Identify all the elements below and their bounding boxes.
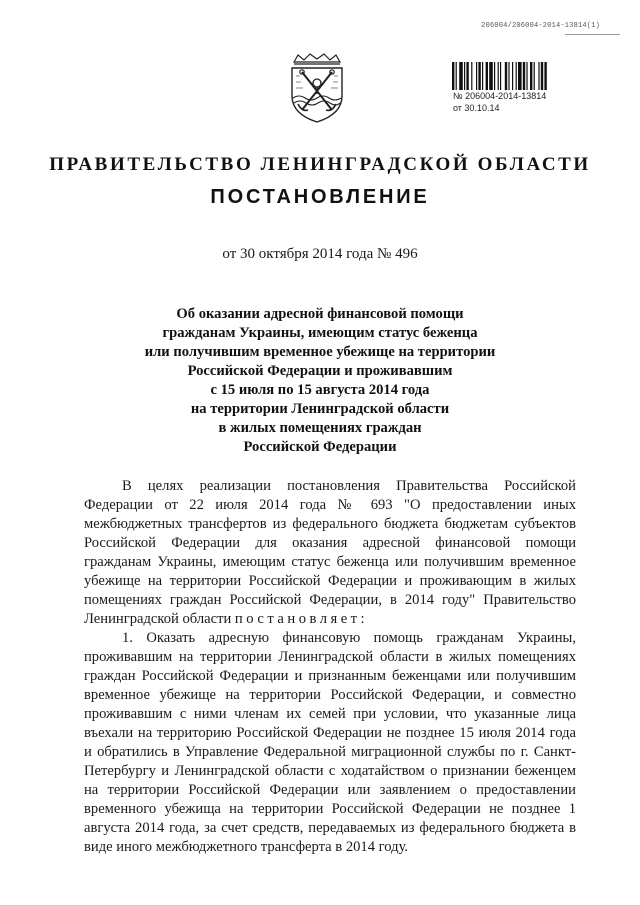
barcode-bar <box>456 62 457 90</box>
barcode-bar <box>494 62 495 90</box>
barcode-bar <box>489 62 493 90</box>
subject-line: Российской Федерации <box>243 439 397 455</box>
registration-date: от 30.10.14 <box>453 103 500 113</box>
resolves-word: постановляет: <box>234 611 369 627</box>
barcode-icon <box>452 62 582 90</box>
top-stamp-code: 206004/206004-2014-13814(1) <box>481 22 600 30</box>
barcode-bar <box>464 62 465 90</box>
item-1-paragraph: 1. Оказать адресную финансовую помощь гражданам Украины, проживавшим на территории Ленинградской области в жилых помещениях граждан Российской Федерации и признанным беженцами или получившим временное убежище на территории Российской Федерации, и совместно проживавшим с ними членам их семей при условии, что указанные лица въехали на территорию Российской Федерации не позднее 15 июля 2014 года и обратились в Управление Федеральной миграционной службы по г. Санкт-Петербургу и Ленинградской области с ходатайством о признании беженцем на территории Российской Федерации или заявлением о предоставлении временного убежища на территории Российской Федерации не позднее 1 августа 2014 года, за счет средств, передаваемых из федерального бюджета в виде иного межбюджетного трансферта в 2014 году. <box>84 630 576 855</box>
government-title: ПРАВИТЕЛЬСТВО ЛЕНИНГРАДСКОЙ ОБЛАСТИ <box>49 154 591 175</box>
registration-block <box>452 62 582 114</box>
barcode-bar <box>505 62 507 90</box>
barcode-bar <box>498 62 499 90</box>
subject-line: или получившим временное убежище на территории <box>144 344 496 360</box>
barcode-bar <box>459 62 463 90</box>
subject-line: на территории Ленинградской области <box>190 401 450 417</box>
barcode-bar <box>478 62 480 90</box>
registration-number: № 206004-2014-13814 <box>453 91 547 101</box>
barcode-bar <box>526 62 527 90</box>
subject-line: гражданам Украины, имеющим статус беженца <box>162 325 478 341</box>
decree-date-number: от 30 октября 2014 года № 496 <box>222 246 418 262</box>
subject-line: Российской Федерации и проживавшим <box>187 363 453 379</box>
barcode-bar <box>512 62 513 90</box>
document-type: ПОСТАНОВЛЕНИЕ <box>210 186 430 208</box>
barcode-bar <box>544 62 546 90</box>
decree-subject <box>0 305 640 457</box>
barcode-bar <box>534 62 535 90</box>
subject-line: с 15 июля по 15 августа 2014 года <box>210 382 430 398</box>
barcode-bar <box>516 62 517 90</box>
barcode-bar <box>530 62 532 90</box>
barcode-bar <box>486 62 488 90</box>
preamble-paragraph <box>84 477 576 629</box>
barcode-bar <box>508 62 509 90</box>
subject-line: Об оказании адресной финансовой помощи <box>176 306 464 322</box>
barcode-bar <box>523 62 525 90</box>
preamble-text: В целях реализации постановления Правительства Российской Федерации от 22 июля 2014 года № 693 "О предоставлении иных межбюджетных трансфертов из федерального бюджета бюджетам субъектов Российской Федерации для оказания адресной финансовой помощи гражданам Украины, имеющим статус беженца или получившим временное убежище на территории Российской Федерации и проживающим в жилых помещениях граждан Российской Федерации, в 2014 году" Правительство Ленинградской области <box>84 478 576 627</box>
subject-line: в жилых помещениях граждан <box>218 420 422 436</box>
coat-of-arms-icon <box>286 52 348 124</box>
top-stamp-line <box>565 34 620 35</box>
barcode-bar <box>482 62 483 90</box>
barcode-bar <box>541 62 543 90</box>
barcode-bar <box>471 62 472 90</box>
decree-body <box>84 477 576 857</box>
barcode-bar <box>452 62 454 90</box>
barcode-bar <box>518 62 522 90</box>
barcode-bar <box>466 62 468 90</box>
barcode-bar <box>476 62 477 90</box>
barcode-bar <box>500 62 501 90</box>
barcode-bar <box>538 62 539 90</box>
